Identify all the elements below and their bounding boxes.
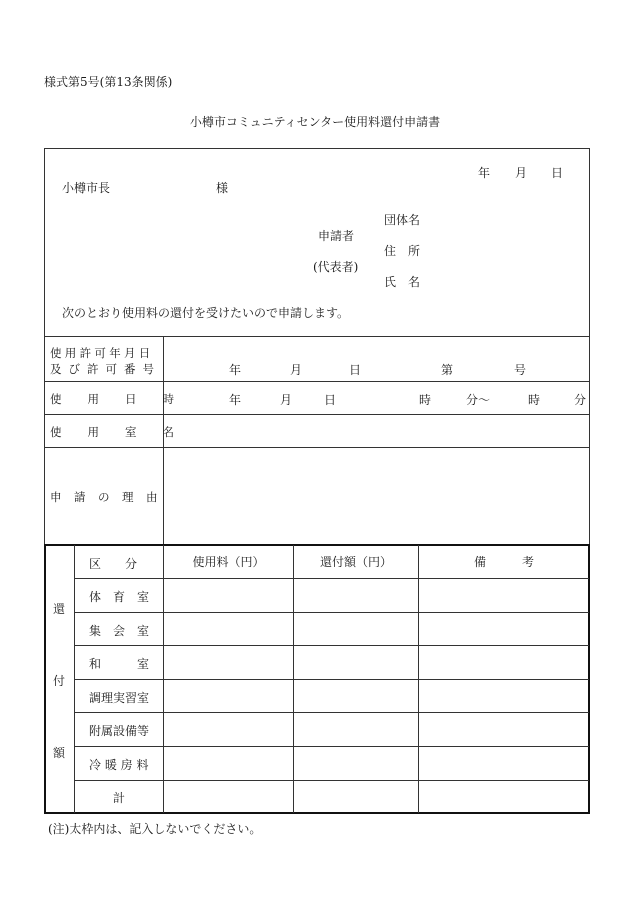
row-divider [44,336,590,337]
permit-month: 月 [290,363,303,377]
form-number: 様式第5号(第13条関係) [44,75,173,89]
item-gymnasium: 体 育 室 [89,590,150,604]
row-divider [44,381,590,382]
address-label: 住 所 [384,244,421,258]
reason-label: 申請の理由 [50,490,170,504]
date-month-label: 月 [515,166,528,180]
usage-end-minute: 分 [574,393,587,407]
refund-row-divider [74,712,589,713]
item-air-conditioning: 冷 暖 房 料 [89,758,149,772]
applicant-label: 申請者 [318,229,355,243]
label-column-divider [163,336,164,545]
permit-year: 年 [229,363,242,377]
date-year-label: 年 [478,166,491,180]
usage-day: 日 [324,393,337,407]
item-meeting-room: 集 会 室 [89,624,150,638]
room-name-label: 使用室名 [50,425,200,439]
permit-label-line1: 使用許可年月日 [50,346,154,360]
permit-day: 日 [349,363,362,377]
usage-year: 年 [229,393,242,407]
document-title: 小樽市コミュニティセンター使用料還付申請書 [189,115,441,129]
refund-side-label-1: 還 [53,602,66,616]
refund-row-divider [74,612,589,613]
item-cooking-room: 調理実習室 [89,691,150,705]
addressee: 小樽市長 [62,181,111,195]
usage-start-hour: 時 [419,393,432,407]
refund-row-divider [74,746,589,747]
usage-month: 月 [280,393,293,407]
refund-side-label-3: 額 [53,746,66,760]
header-category: 区 分 [89,557,138,571]
refund-row-divider [74,645,589,646]
date-day-label: 日 [551,166,564,180]
permit-number-suffix: 号 [514,363,527,377]
application-statement: 次のとおり使用料の還付を受けたいので申請します。 [62,306,350,320]
header-usage-fee: 使用料（円） [192,555,265,569]
item-japanese-room: 和 室 [89,657,150,671]
usage-end-hour: 時 [528,393,541,407]
refund-side-label-2: 付 [53,674,66,688]
row-divider [44,414,590,415]
refund-row-divider [74,679,589,680]
item-total: 計 [112,790,125,805]
footnote: (注)太枠内は、記入しないでください。 [48,822,262,836]
permit-label-line2: 及び許可番号 [50,362,161,376]
usage-datetime-label: 使用日時 [50,392,200,406]
row-divider [44,447,590,448]
header-refund-amount: 還付額（円） [319,555,392,569]
honorific: 様 [216,181,229,195]
header-remarks: 備 考 [473,555,534,569]
usage-start-minute: 分〜 [466,393,491,407]
item-equipment: 附属設備等 [89,724,150,738]
group-name-label: 団体名 [384,213,421,227]
name-label: 氏 名 [384,275,421,289]
representative-label: (代表者) [313,260,359,274]
permit-number-prefix: 第 [441,363,454,377]
refund-row-divider [74,578,589,579]
